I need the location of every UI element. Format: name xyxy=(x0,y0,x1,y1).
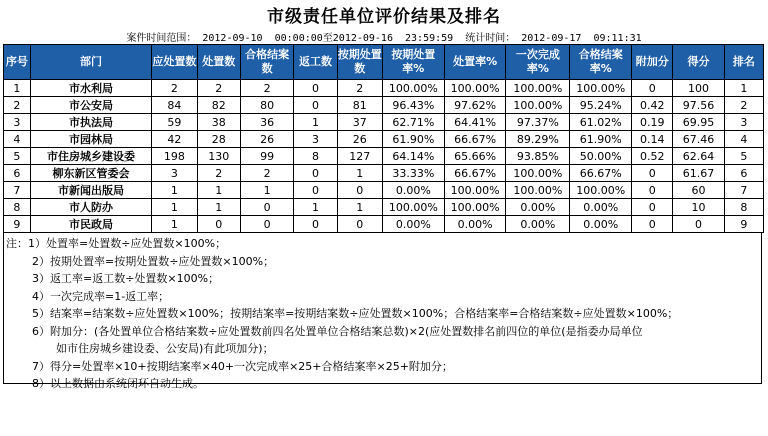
table-cell: 66.67% xyxy=(444,131,506,148)
table-cell: 60 xyxy=(673,182,724,199)
department-cell: 市民政局 xyxy=(30,216,152,233)
header-cell: 得分 xyxy=(673,45,724,80)
table-cell: 96.43% xyxy=(382,97,444,114)
table-row xyxy=(4,114,764,131)
table-cell: 0 xyxy=(197,216,240,233)
table-cell: 1 xyxy=(152,216,197,233)
table-cell: 0.14 xyxy=(632,131,673,148)
header-cell: 排名 xyxy=(724,45,763,80)
table-cell: 127 xyxy=(337,148,382,165)
table-cell: 9 xyxy=(724,216,763,233)
table-cell: 2 xyxy=(197,80,240,97)
table-cell: 0.00% xyxy=(382,182,444,199)
table-cell: 80 xyxy=(240,97,294,114)
table-cell: 0.00% xyxy=(444,216,506,233)
table-cell: 5 xyxy=(4,148,31,165)
table-cell: 0.00% xyxy=(382,216,444,233)
table-cell: 7 xyxy=(724,182,763,199)
table-cell: 6 xyxy=(4,165,31,182)
range-start: 2012-09-10 xyxy=(202,33,263,44)
table-cell: 100.00% xyxy=(506,80,570,97)
range-end-time: 23:59:59 xyxy=(405,33,454,44)
table-cell: 1 xyxy=(294,114,337,131)
note-line: 6）附加分：(各处置单位合格结案数÷应处置数前四名处置单位合格结案总数)×2(应处置数排名前四位的单位(是指委办局单位 xyxy=(32,324,643,338)
table-cell: 38 xyxy=(197,114,240,131)
table-cell: 0.19 xyxy=(632,114,673,131)
range-label: 案件时间范围： xyxy=(126,33,197,44)
note-line: 7）得分=处置率×10+按期结案率×40+一次完成率×25+合格结案率×25+附加分； xyxy=(32,359,453,373)
table-cell: 65.66% xyxy=(444,148,506,165)
table-cell: 100.00% xyxy=(444,80,506,97)
note-line: 4）一次完成率=1-返工率； xyxy=(32,289,170,303)
table-cell: 61.67 xyxy=(673,165,724,182)
table-row xyxy=(4,131,764,148)
header-cell: 序号 xyxy=(4,45,31,80)
table-cell: 64.41% xyxy=(444,114,506,131)
note-line: 2）按期处置率=按期处置数÷应处置数×100%； xyxy=(32,254,275,268)
table-cell: 69.95 xyxy=(673,114,724,131)
department-cell: 市住房城乡建设委 xyxy=(30,148,152,165)
table-cell: 4 xyxy=(724,131,763,148)
table-cell: 3 xyxy=(152,165,197,182)
table-cell: 89.29% xyxy=(506,131,570,148)
header-cell: 附加分 xyxy=(632,45,673,80)
table-cell: 0 xyxy=(632,165,673,182)
table-cell: 99 xyxy=(240,148,294,165)
table-cell: 5 xyxy=(724,148,763,165)
header-cell: 处置数 xyxy=(197,45,240,80)
header-cell: 按期处置数 xyxy=(337,45,382,80)
table-cell: 3 xyxy=(4,114,31,131)
table-cell: 9 xyxy=(4,216,31,233)
table-cell: 1 xyxy=(337,165,382,182)
table-cell: 130 xyxy=(197,148,240,165)
table-cell: 2 xyxy=(337,80,382,97)
department-cell: 柳东新区管委会 xyxy=(30,165,152,182)
table-cell: 0.42 xyxy=(632,97,673,114)
table-cell: 2 xyxy=(152,80,197,97)
table-cell: 2 xyxy=(240,80,294,97)
table-cell: 100 xyxy=(673,80,724,97)
table-cell: 100.00% xyxy=(570,80,632,97)
table-cell: 100.00% xyxy=(506,182,570,199)
table-cell: 100.00% xyxy=(570,182,632,199)
header-cell: 按期处置率% xyxy=(382,45,444,80)
table-cell: 2 xyxy=(724,97,763,114)
table-cell: 100.00% xyxy=(444,182,506,199)
department-cell: 市水利局 xyxy=(30,80,152,97)
stat-date: 2012-09-17 xyxy=(521,33,582,44)
table-cell: 61.90% xyxy=(570,131,632,148)
table-cell: 7 xyxy=(4,182,31,199)
table-cell: 100.00% xyxy=(506,165,570,182)
table-body xyxy=(4,80,764,233)
table-cell: 1 xyxy=(197,199,240,216)
table-cell: 97.62% xyxy=(444,97,506,114)
department-cell: 市执法局 xyxy=(30,114,152,131)
header-cell: 一次完成率% xyxy=(506,45,570,80)
table-cell: 0 xyxy=(632,199,673,216)
table-cell: 0 xyxy=(673,216,724,233)
department-cell: 市公安局 xyxy=(30,97,152,114)
note-line: 5）结案率=结案数÷应处置数×100%；按期结案率=按期结案数÷应处置数×100%；合格结案率=合格结案数÷应处置数×100%； xyxy=(32,307,679,320)
table-row xyxy=(4,216,764,233)
note-line: 注：1）处置率=处置数÷应处置数×100%； xyxy=(6,237,227,250)
table-cell: 1 xyxy=(152,199,197,216)
table-cell: 97.37% xyxy=(506,114,570,131)
table-cell: 0 xyxy=(294,182,337,199)
table-cell: 62.64 xyxy=(673,148,724,165)
table-cell: 3 xyxy=(294,131,337,148)
notes-box xyxy=(3,233,762,390)
table-cell: 100.00% xyxy=(382,80,444,97)
table-cell: 0.00% xyxy=(506,199,570,216)
department-cell: 市园林局 xyxy=(30,131,152,148)
stat-label: 统计时间： xyxy=(465,33,516,44)
table-cell: 0.00% xyxy=(570,199,632,216)
department-cell: 市人防办 xyxy=(30,199,152,216)
table-cell: 93.85% xyxy=(506,148,570,165)
table-cell: 59 xyxy=(152,114,197,131)
table-cell: 61.02% xyxy=(570,114,632,131)
table-cell: 0 xyxy=(632,80,673,97)
table-cell: 100.00% xyxy=(382,199,444,216)
table-cell: 37 xyxy=(337,114,382,131)
table-cell: 0 xyxy=(294,165,337,182)
table-cell: 66.67% xyxy=(444,165,506,182)
header-cell: 返工数 xyxy=(294,45,337,80)
table-cell: 1 xyxy=(240,182,294,199)
table-cell: 8 xyxy=(724,199,763,216)
header-cell: 部门 xyxy=(30,45,152,80)
table-cell: 0 xyxy=(294,97,337,114)
table-row xyxy=(4,165,764,182)
table-cell: 0.00% xyxy=(570,216,632,233)
table-cell: 1 xyxy=(197,182,240,199)
table-cell: 0 xyxy=(240,199,294,216)
table-cell: 62.71% xyxy=(382,114,444,131)
table-cell: 100.00% xyxy=(506,97,570,114)
report-title: 市级责任单位评价结果及排名 xyxy=(267,7,501,27)
table-cell: 0 xyxy=(337,216,382,233)
table-cell: 64.14% xyxy=(382,148,444,165)
table-cell: 26 xyxy=(337,131,382,148)
table-cell: 97.56 xyxy=(673,97,724,114)
header-row xyxy=(4,45,764,80)
table-cell: 36 xyxy=(240,114,294,131)
table-cell: 1 xyxy=(4,80,31,97)
table-cell: 0 xyxy=(337,182,382,199)
table-cell: 8 xyxy=(294,148,337,165)
table-cell: 6 xyxy=(724,165,763,182)
note-line: 3）返工率=返工数÷处置数×100%； xyxy=(32,272,220,285)
table-cell: 67.46 xyxy=(673,131,724,148)
header-cell: 合格结案率% xyxy=(570,45,632,80)
table-cell: 0 xyxy=(294,80,337,97)
department-cell: 市新闻出版局 xyxy=(30,182,152,199)
table-cell: 100.00% xyxy=(444,199,506,216)
table-cell: 198 xyxy=(152,148,197,165)
table-cell: 0.00% xyxy=(506,216,570,233)
table-cell: 0.52 xyxy=(632,148,673,165)
table-cell: 0 xyxy=(294,216,337,233)
table-cell: 2 xyxy=(4,97,31,114)
table-cell: 1 xyxy=(337,199,382,216)
table-cell: 42 xyxy=(152,131,197,148)
note-line: 8）以上数据由系统闭环自动生成。 xyxy=(32,377,204,390)
time-range-line xyxy=(0,29,768,44)
table-cell: 26 xyxy=(240,131,294,148)
stat-time: 09:11:31 xyxy=(593,33,642,44)
table-cell: 8 xyxy=(4,199,31,216)
table-cell: 1 xyxy=(724,80,763,97)
table-cell: 82 xyxy=(197,97,240,114)
table-cell: 28 xyxy=(197,131,240,148)
table-cell: 61.90% xyxy=(382,131,444,148)
table-cell: 33.33% xyxy=(382,165,444,182)
table-cell: 2 xyxy=(240,165,294,182)
table-cell: 0 xyxy=(632,182,673,199)
header-cell: 合格结案数 xyxy=(240,45,294,80)
table-cell: 81 xyxy=(337,97,382,114)
table-cell: 1 xyxy=(152,182,197,199)
table-cell: 50.00% xyxy=(570,148,632,165)
table-cell: 2 xyxy=(197,165,240,182)
table-cell: 0 xyxy=(240,216,294,233)
table-row xyxy=(4,80,764,97)
table-row xyxy=(4,182,764,199)
range-start-time: 00:00:00至2012-09-16 xyxy=(274,33,393,44)
ranking-table xyxy=(3,44,764,233)
note-line: 如市住房城乡建设委、公安局)有此项加分)； xyxy=(56,342,274,355)
table-row xyxy=(4,199,764,216)
table-cell: 10 xyxy=(673,199,724,216)
table-cell: 0 xyxy=(632,216,673,233)
table-cell: 66.67% xyxy=(570,165,632,182)
header-cell: 处置率% xyxy=(444,45,506,80)
table-cell: 1 xyxy=(294,199,337,216)
table-cell: 95.24% xyxy=(570,97,632,114)
table-cell: 3 xyxy=(724,114,763,131)
table-row xyxy=(4,97,764,114)
table-cell: 84 xyxy=(152,97,197,114)
table-cell: 4 xyxy=(4,131,31,148)
header-cell: 应处置数 xyxy=(152,45,197,80)
table-row xyxy=(4,148,764,165)
